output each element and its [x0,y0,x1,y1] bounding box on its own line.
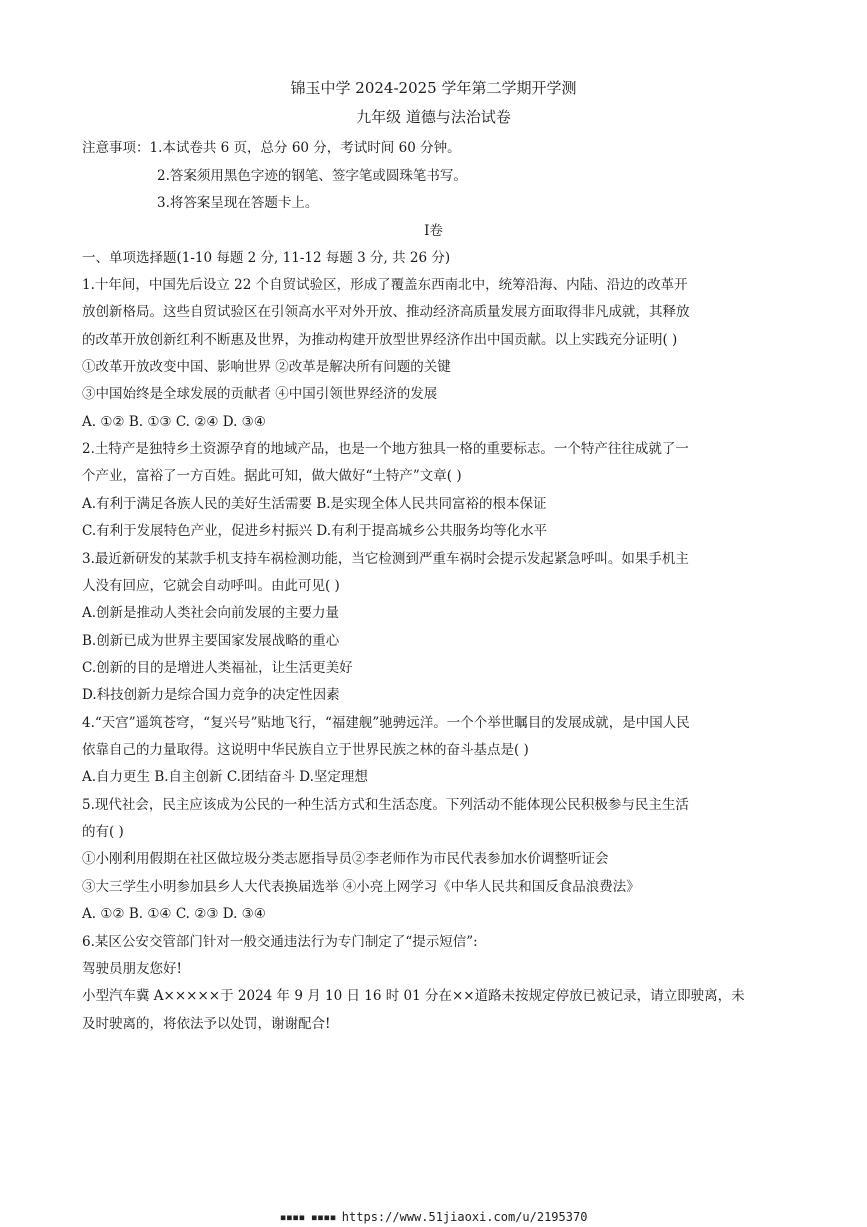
q1-options: A. ①② B. ①③ C. ②④ D. ③④ [82,414,266,430]
q1-line-1: 1.十年间，中国先后设立 22 个自贸试验区，形成了覆盖东西南北中，统筹沿海、内陆、沿边的改革开 [82,277,688,293]
note-3: 3.将答案呈现在答题卡上。 [157,195,319,211]
section-heading: 一、单项选择题(1-10 每题 2 分, 11-12 每题 3 分, 共 26 分) [82,250,451,266]
q4-options: A.自力更生 B.自主创新 C.团结奋斗 D.坚定理想 [82,769,368,785]
q3-line-2: 人没有回应，它就会自动呼叫。由此可见( ) [82,578,340,594]
q6-line-2: 驾驶员朋友您好! [82,961,182,977]
note-2: 2.答案须用黑色字迹的钢笔、签字笔或圆珠笔书写。 [157,168,467,184]
note-1: 注意事项：1.本试卷共 6 页，总分 60 分，考试时间 60 分钟。 [82,140,461,156]
q6-line-1: 6.某区公安交管部门针对一般交通违法行为专门制定了“提示短信”: [82,934,478,950]
q2-option-ab: A.有利于满足各族人民的美好生活需要 B.是实现全体人民共同富裕的根本保证 [82,496,547,512]
q5-line-2: 的有( ) [82,824,124,840]
q3-option-a: A.创新是推动人类社会向前发展的主要力量 [82,605,340,621]
q5-line-1: 5.现代社会，民主应该成为公民的一种生活方式和生活态度。下列活动不能体现公民积极参与民主生活 [82,797,689,813]
q1-line-5: ③中国始终是全球发展的贡献者 ④中国引领世界经济的发展 [82,386,438,402]
q3-option-b: B.创新已成为世界主要国家发展战略的重心 [82,633,340,649]
q3-option-d: D.科技创新力是综合国力竞争的决定性因素 [82,687,340,703]
q2-option-cd: C.有利于发展特色产业，促进乡村振兴 D.有利于提高城乡公共服务均等化水平 [82,523,548,539]
q5-line-4: ③大三学生小明参加县乡人大代表换届选举 ④小亮上网学习《中华人民共和国反食品浪费法》 [82,879,640,895]
q3-line-1: 3.最近新研发的某款手机支持车祸检测功能，当它检测到严重车祸时会提示发起紧急呼叫。如果手机主 [82,551,689,567]
footer-dots-icon: ▪▪▪▪ ▪▪▪▪ [279,1210,342,1224]
q2-line-1: 2.土特产是独特乡土资源孕育的地域产品，也是一个地方独具一格的重要标志。一个特产往往成就了一 [82,441,689,457]
q3-option-c: C.创新的目的是增进人类福祉，让生活更美好 [82,660,353,676]
q1-line-2: 放创新格局。这些自贸试验区在引领高水平对外开放、推动经济高质量发展方面取得非凡成就，其释放 [82,304,690,320]
q5-line-3: ①小刚利用假期在社区做垃圾分类志愿指导员②李老师作为市民代表参加水价调整听证会 [82,851,609,867]
q6-line-3: 小型汽车冀 A×××××于 2024 年 9 月 10 日 16 时 01 分在××道路未按规定停放已被记录，请立即驶离，未 [82,988,745,1004]
footer-watermark-link[interactable] [0,1210,867,1224]
q1-line-4: ①改革开放改变中国、影响世界 ②改革是解决所有问题的关键 [82,359,451,375]
exam-subtitle: 九年级 道德与法治试卷 [356,108,511,126]
q1-line-3: 的改革开放创新红利不断惠及世界，为推动构建开放型世界经济作出中国贡献。以上实践充分证明( ) [82,332,678,348]
q4-line-1: 4.“天宫”遥筑苍穹，“复兴号”贴地飞行，“福建舰”驰骋远洋。一个个举世瞩目的发展成就，是中国人民 [82,715,690,731]
q5-options: A. ①② B. ①④ C. ②③ D. ③④ [82,906,266,922]
footer-url[interactable]: https://www.51jiaoxi.com/u/2195370 [341,1210,588,1224]
exam-title: 锦玉中学 2024-2025 学年第二学期开学测 [290,79,577,97]
volume-heading: Ⅰ卷 [424,223,443,239]
q4-line-2: 依靠自己的力量取得。这说明中华民族自立于世界民族之林的奋斗基点是( ) [82,742,529,758]
q6-line-4: 及时驶离的，将依法予以处罚，谢谢配合! [82,1016,331,1032]
q2-line-2: 个产业，富裕了一方百姓。据此可知，做大做好“土特产”文章( ) [82,468,462,484]
